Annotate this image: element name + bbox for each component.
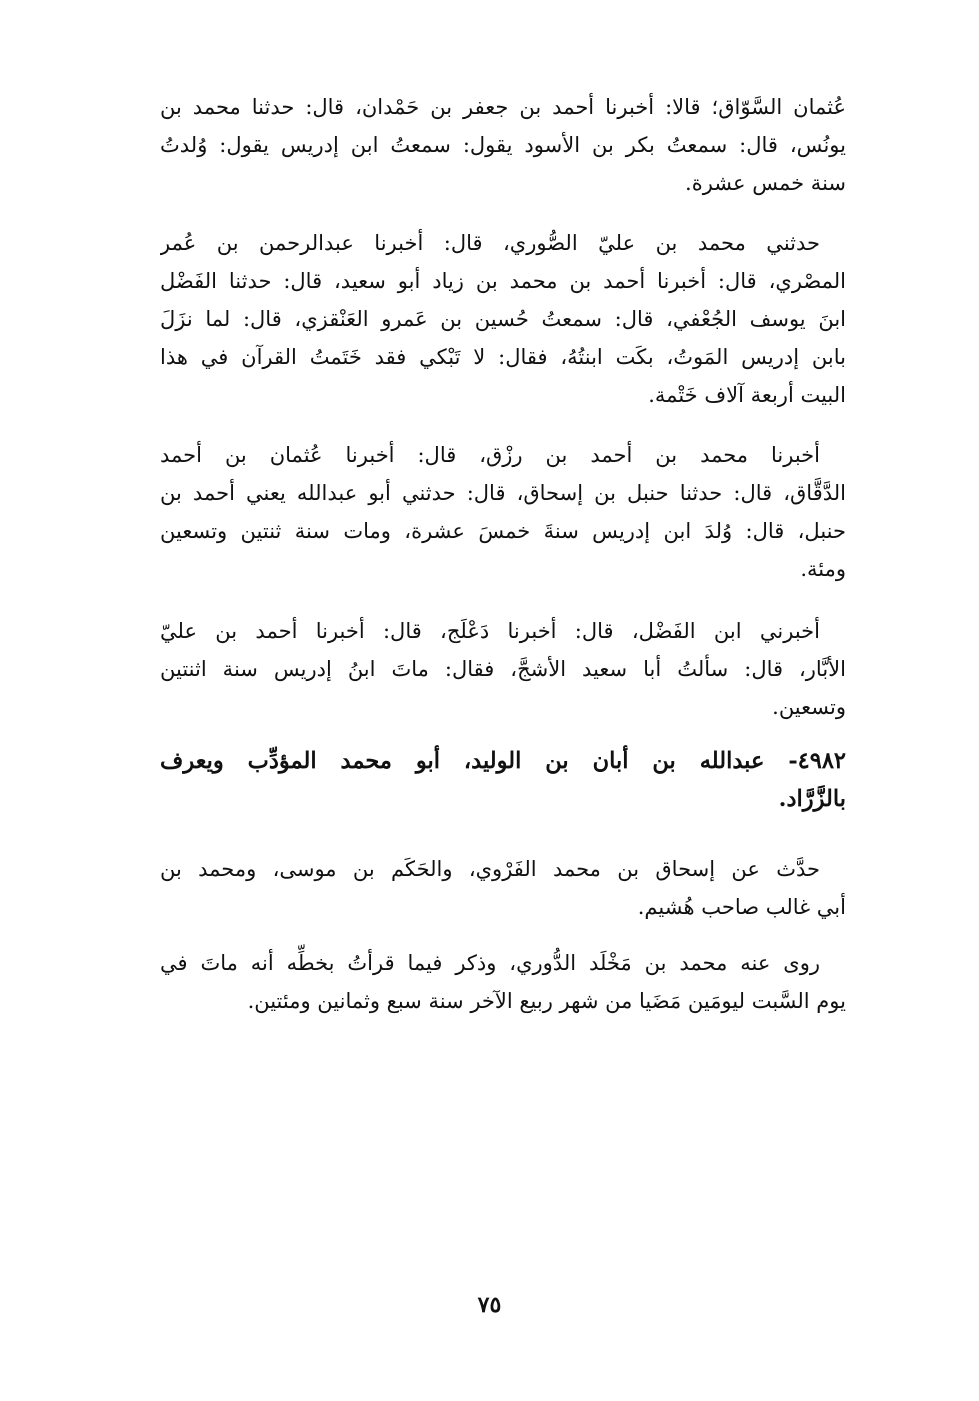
text-line: وتسعين. <box>772 695 846 719</box>
text-line: الدَّقَّاق، قال: حدثنا حنبل بن إسحاق، قال: حدثني أبو عبدالله يعني أحمد بن <box>160 481 846 505</box>
text-line: البيت أربعة آلاف خَتْمة. <box>648 383 846 407</box>
text-line: حنبل، قال: وُلدَ ابن إدريس سنةَ خمسَ عشرة، ومات سنة ثنتين وتسعين <box>160 519 846 543</box>
page-number: ٧٥ <box>477 1292 502 1318</box>
paragraph-5 <box>160 850 846 926</box>
text-line: أخبرنا محمد بن أحمد بن رزْق، قال: أخبرنا عُثمان بن أحمد <box>160 443 820 467</box>
text-line: بابن إدريس المَوتُ، بكَت ابنتُهُ، فقال: لا تَبْكي فقد خَتَمتُ القرآن في هذا <box>160 345 846 369</box>
text-line: الأبَّار، قال: سألتُ أبا سعيد الأشجَّ، فقال: ماتَ ابنُ إدريس سنة اثنتين <box>160 657 846 681</box>
text-line: ابنَ يوسف الجُعْفي، قال: سمعتُ حُسين بن عَمرو العَنْقزي، قال: لما نزَلَ <box>160 307 846 331</box>
text-line: المصْري، قال: أخبرنا أحمد بن محمد بن زياد أبو سعيد، قال: حدثنا الفَضْل <box>160 269 846 293</box>
paragraph-6 <box>160 944 846 1020</box>
text-line: روى عنه محمد بن مَخْلَد الدُّوري، وذكر فيما قرأتُ بخطِّه أنه ماتَ في <box>160 951 820 975</box>
paragraph-4 <box>160 612 846 726</box>
text-line: يوم السَّبت ليومَين مَضَيا من شهر ربيع الآخر سنة سبع وثمانين ومئتين. <box>247 989 846 1013</box>
text-line: عُثمان السَّوّاق؛ قالا: أخبرنا أحمد بن جعفر بن حَمْدان، قال: حدثنا محمد بن <box>160 95 846 119</box>
text-line: حدَّث عن إسحاق بن محمد الفَرْوي، والحَكَم بن موسى، ومحمد بن <box>160 857 820 881</box>
text-line: أخبرني ابن الفَضْل، قال: أخبرنا دَعْلَج، قال: أخبرنا أحمد بن عليّ <box>160 619 820 643</box>
text-line: ومئة. <box>800 557 846 581</box>
text-line: حدثني محمد بن عليّ الصُّوري، قال: أخبرنا عبدالرحمن بن عُمر <box>160 231 820 255</box>
paragraph-3 <box>160 436 846 588</box>
text-line: يونُس، قال: سمعتُ بكر بن الأسود يقول: سمعتُ ابن إدريس يقول: وُلدتُ <box>160 133 846 157</box>
heading-line: بالزَّرَّاد. <box>778 786 846 812</box>
text-line: أبي غالب صاحب هُشيم. <box>637 895 846 919</box>
heading-line: ٤٩٨٢- عبدالله بن أبان بن الوليد، أبو محمد المؤدِّب ويعرف <box>160 748 846 774</box>
paragraph-2 <box>160 224 846 414</box>
paragraph-1 <box>160 88 846 202</box>
text-line: سنة خمس عشرة. <box>685 171 846 195</box>
biography-entry-heading <box>160 742 846 818</box>
